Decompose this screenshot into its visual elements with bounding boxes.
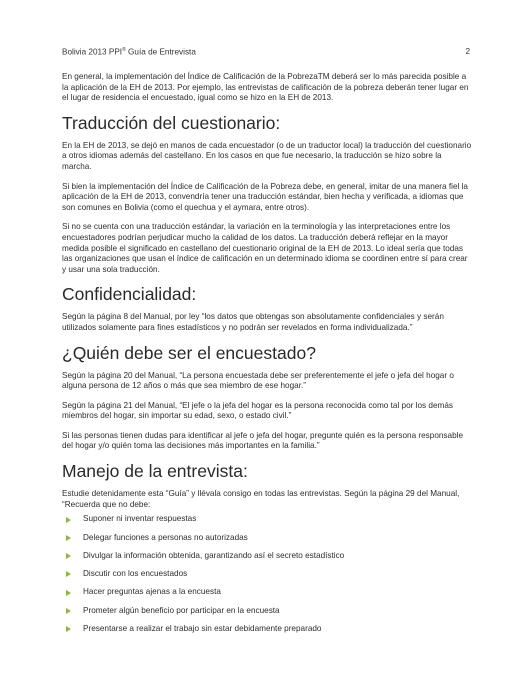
page-number: 2 bbox=[465, 47, 470, 56]
list-item: Presentarse a realizar el trabajo sin estar debidamente preparado bbox=[66, 624, 472, 635]
list-item: Discutir con los encuestados bbox=[66, 569, 472, 580]
heading-encuestado: ¿Quién debe ser el encuestado? bbox=[62, 342, 316, 363]
traduccion-paragraph-3: Si no se cuenta con una traducción estándar, la variación en la terminología y las interpretaciones entre los encuestadores podrían perjudicar mucho la calidad de los datos. La traducción deberá reflejar en la mayor medida posible el significado en castellano del cuestionario original de la EH de 2013. Lo ideal sería que todas las organizaciones que usan el índice de calificación en un determinado idioma se coordinen entre sí para crear y usar una sola traducción. bbox=[62, 222, 468, 274]
page-header bbox=[62, 47, 470, 57]
confidencialidad-paragraph: Según la página 8 del Manual, por ley “los datos que obtengas son absolutamente confidenciales y serán utilizados solamente para fines estadísticos y no podrán ser revelados en forma individualizada.” bbox=[62, 312, 444, 332]
traduccion-paragraph-1: En la EH de 2013, se dejó en manos de cada encuestador (o de un traductor local) la traducción del cuestionario a otros idiomas además del castellano. En los casos en que fue necesario, la traducción se hizo sobre la marcha. bbox=[62, 140, 472, 171]
list-item: Delegar funciones a personas no autorizadas bbox=[66, 533, 472, 544]
traduccion-paragraph-2: Si bien la implementación del Índice de Calificación de la Pobreza debe, en general, imitar de una manera fiel la aplicación de la EH de 2013, convendría tener una traducción estándar, bien hecha y verificada, a idiomas que son comunes en Bolivia (como el quechua y el aymara, entre otros). bbox=[62, 181, 468, 212]
triangle-bullet-icon bbox=[66, 571, 71, 577]
heading-manejo: Manejo de la entrevista: bbox=[62, 461, 248, 482]
heading-traduccion: Traducción del cuestionario: bbox=[62, 112, 281, 133]
manejo-paragraph: Estudie detenidamente esta “Guía” y llévala consigo en todas las entrevistas. Según la página 29 del Manual, “Recuerda que no debe: bbox=[62, 489, 460, 509]
heading-confidencialidad: Confidencialidad: bbox=[62, 284, 197, 305]
header-title: Bolivia 2013 PPI® Guía de Entrevista bbox=[62, 47, 196, 57]
triangle-bullet-icon bbox=[66, 626, 71, 632]
page-content bbox=[62, 72, 472, 642]
encuestado-paragraph-1: Según la página 20 del Manual, “La persona encuestada debe ser preferentemente el jefe o jefa del hogar o alguna persona de 12 años o más que sea miembro de ese hogar.” bbox=[62, 370, 454, 391]
list-item: Suponer ni inventar respuestas bbox=[66, 514, 472, 525]
encuestado-paragraph-3: Si las personas tienen dudas para identificar al jefe o jefa del hogar, pregunte quién es la persona responsable del hogar y/o quién toma las decisiones más importantes en la familia.” bbox=[62, 430, 464, 451]
triangle-bullet-icon bbox=[66, 553, 71, 559]
triangle-bullet-icon bbox=[66, 535, 71, 541]
encuestado-paragraph-2: Según la página 21 del Manual, “El jefe o la jefa del hogar es la persona reconocida como tal por los demás miembros del hogar, sin importar su edad, sexo, o estado civil.” bbox=[62, 400, 453, 421]
list-item: Hacer preguntas ajenas a la encuesta bbox=[66, 587, 472, 598]
list-item: Divulgar la información obtenida, garantizando así el secreto estadístico bbox=[66, 551, 472, 562]
triangle-bullet-icon bbox=[66, 517, 71, 523]
rules-list bbox=[62, 514, 472, 634]
registered-mark: ® bbox=[122, 47, 126, 53]
triangle-bullet-icon bbox=[66, 608, 71, 614]
intro-paragraph: En general, la implementación del Índice de Calificación de la PobrezaTM deberá ser lo más parecida posible a la aplicación de la EH de 2013. Por ejemplo, las entrevistas de calificación de la pobreza deberán tener lugar en el lugar de residencia el encuestado, igual como se hizo en la EH de 2013. bbox=[62, 72, 469, 103]
triangle-bullet-icon bbox=[66, 590, 71, 596]
list-item: Prometer algún beneficio por participar en la encuesta bbox=[66, 606, 472, 617]
